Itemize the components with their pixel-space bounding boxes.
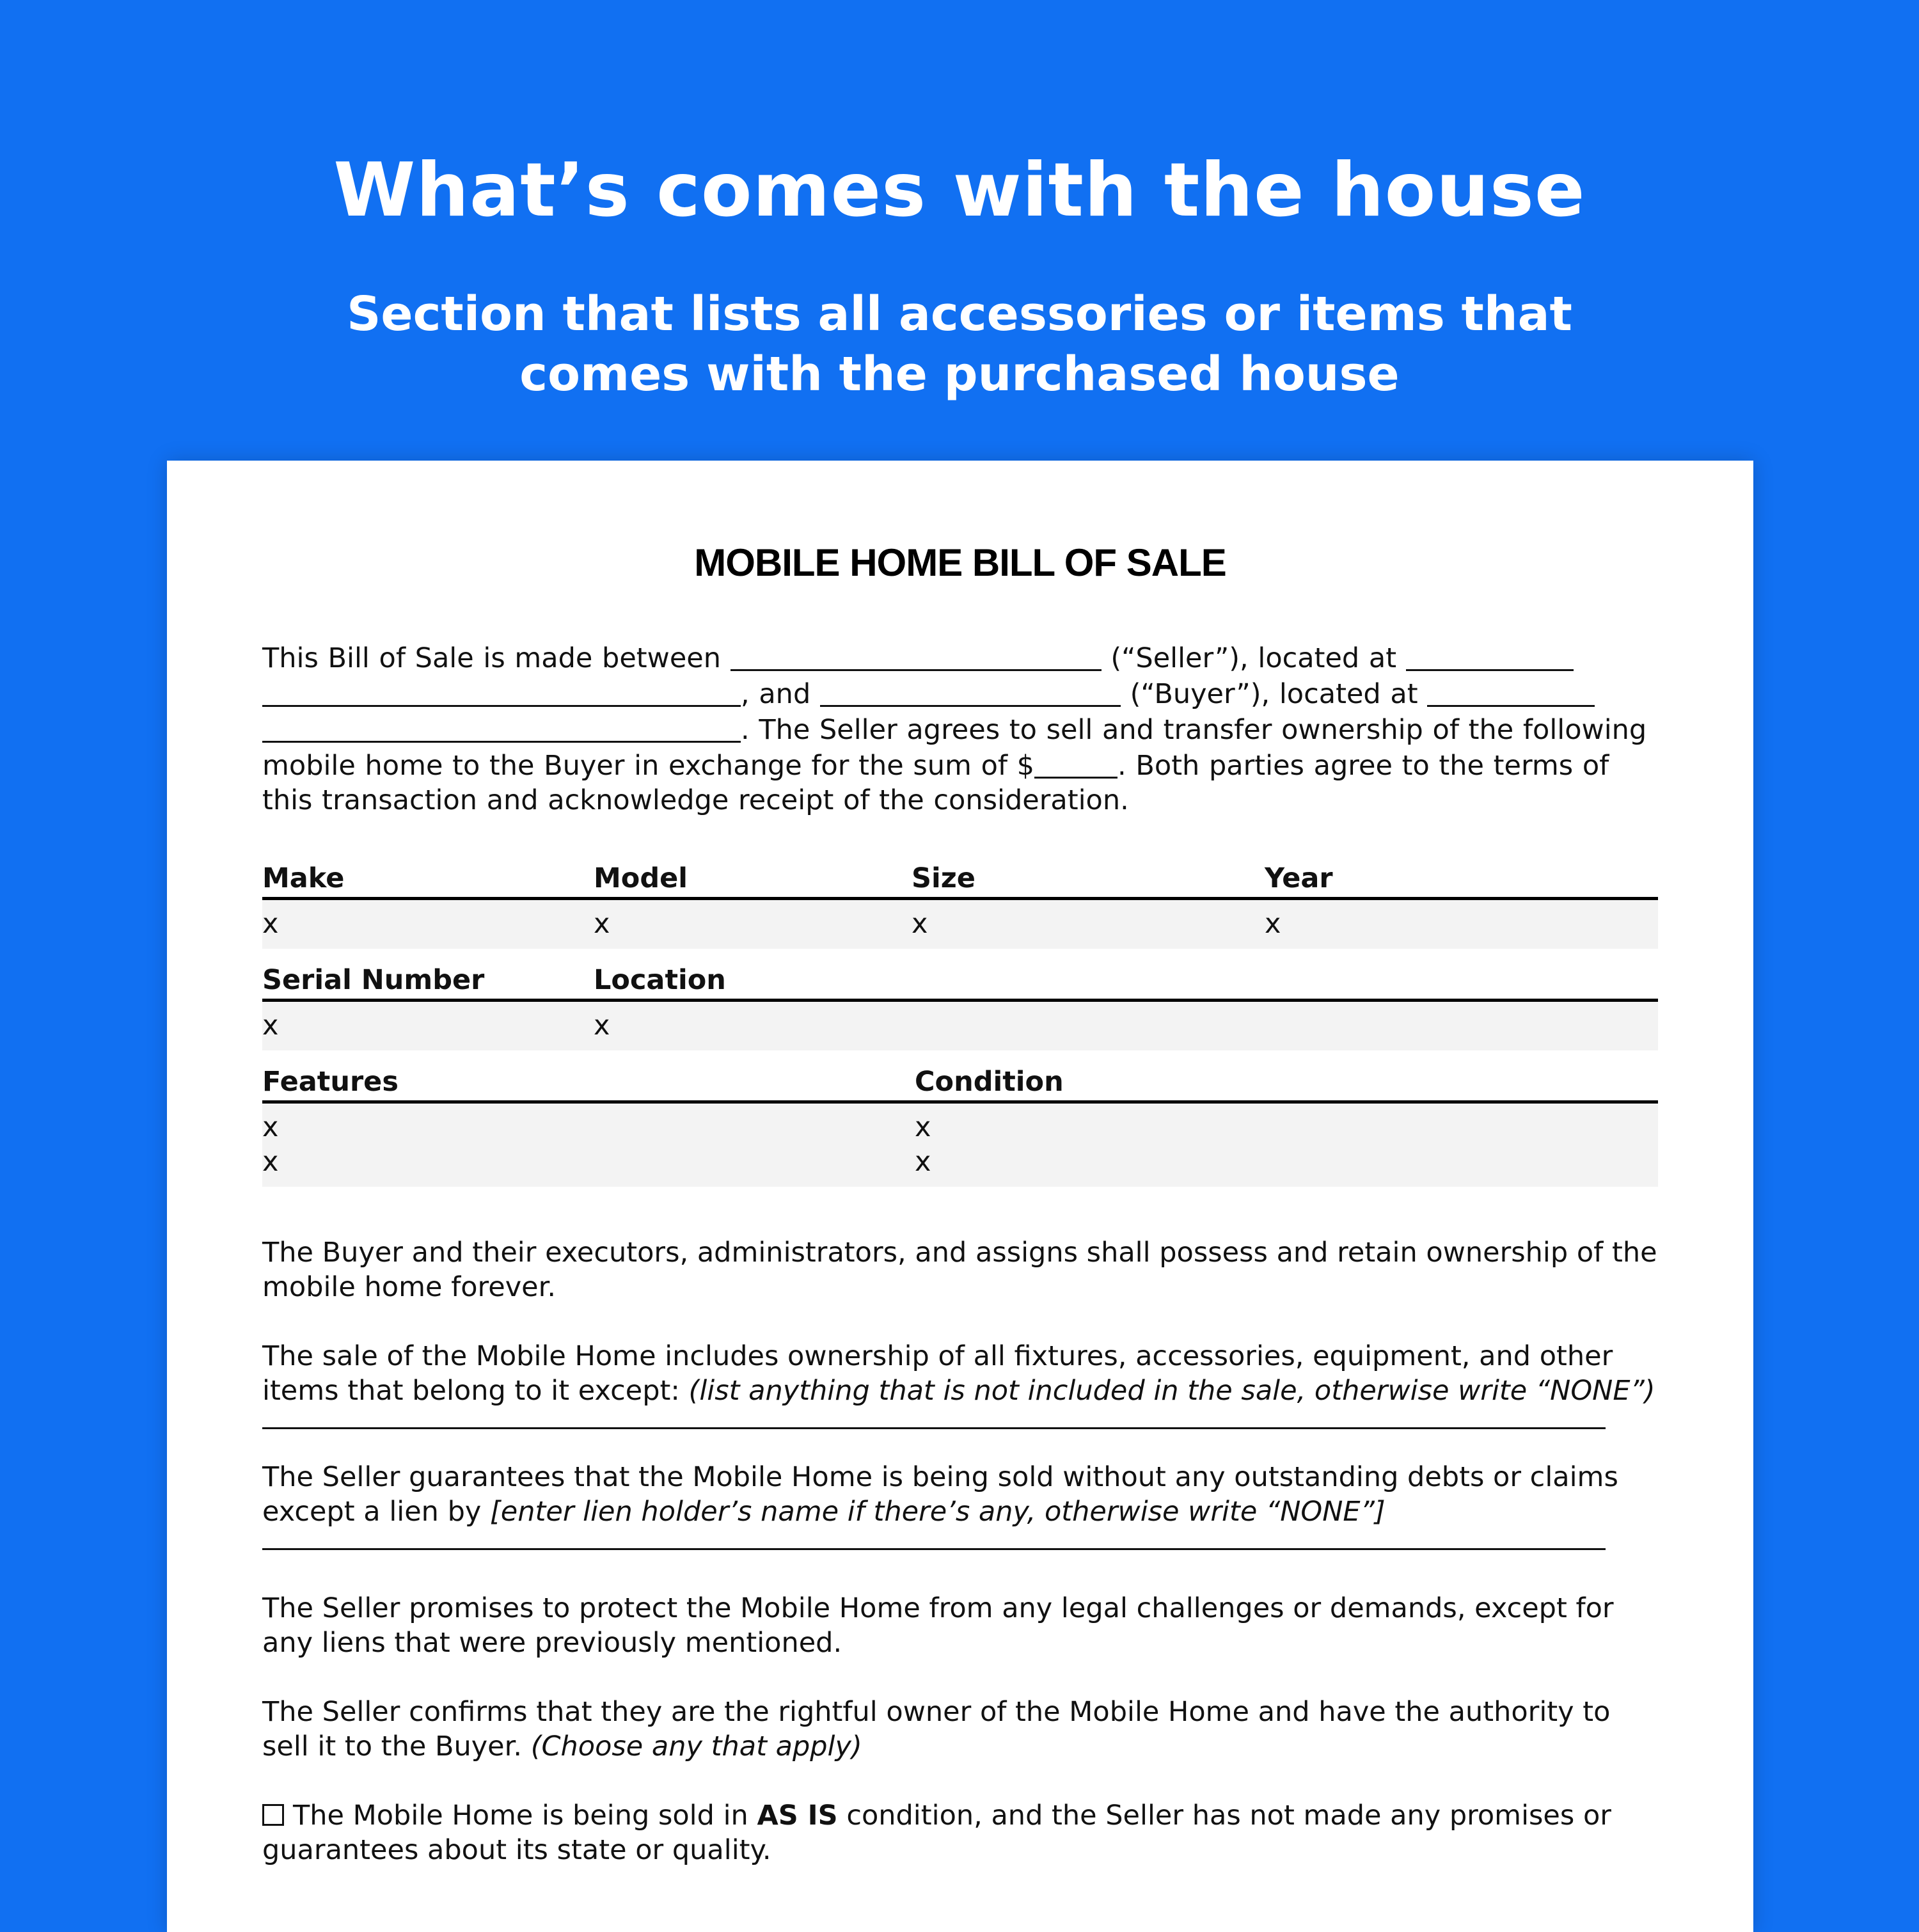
protection-paragraph: The Seller promises to protect the Mobile Home from any legal challenges or demands, except for any liens that were previously mentioned. bbox=[262, 1592, 1614, 1659]
header-location: Location bbox=[594, 964, 726, 996]
intro-paragraph bbox=[262, 640, 1658, 818]
intro-text: , and bbox=[741, 678, 811, 710]
header-features: Features bbox=[262, 1066, 399, 1098]
buyer-address-blank-cont[interactable] bbox=[262, 715, 741, 743]
make-value[interactable]: x bbox=[262, 908, 279, 940]
exclusions-blank-line[interactable] bbox=[262, 1427, 1606, 1429]
table-row bbox=[262, 1002, 1658, 1050]
year-value[interactable]: x bbox=[1265, 908, 1281, 940]
authority-text: The Seller confirms that they are the rightful owner of the Mobile Home and have the authority to sell it to the Buyer. bbox=[262, 1696, 1611, 1762]
home-details-table bbox=[262, 861, 1658, 1187]
buyer-address-blank[interactable] bbox=[1427, 679, 1595, 707]
table-row bbox=[262, 1104, 1658, 1187]
lien-paragraph bbox=[262, 1460, 1658, 1529]
intro-text: This Bill of Sale is made between bbox=[262, 642, 721, 674]
header-condition: Condition bbox=[915, 1066, 1064, 1098]
seller-address-blank[interactable] bbox=[1406, 644, 1574, 671]
as-is-text-cont: condition, and the Seller has not made any promises or guarantees about its state or quality. bbox=[262, 1800, 1611, 1866]
table-header-row bbox=[262, 963, 1658, 1002]
as-is-emphasis: AS IS bbox=[757, 1800, 838, 1832]
serial-number-value[interactable]: x bbox=[262, 1010, 279, 1041]
seller-address-blank-cont[interactable] bbox=[262, 679, 741, 707]
intro-text: (“Buyer”), located at bbox=[1130, 678, 1418, 710]
inclusions-instruction: (list anything that is not included in the sale, otherwise write “NONE”) bbox=[688, 1375, 1655, 1407]
hero-subtitle: Section that lists all accessories or items that comes with the purchased house bbox=[347, 287, 1572, 402]
inclusions-paragraph bbox=[262, 1339, 1658, 1408]
header-year: Year bbox=[1265, 862, 1333, 894]
header-make: Make bbox=[262, 862, 345, 894]
as-is-checkbox[interactable] bbox=[262, 1804, 284, 1826]
lien-instruction: [enter lien holder’s name if there’s any, otherwise write “NONE”] bbox=[490, 1496, 1386, 1528]
header-serial-number: Serial Number bbox=[262, 964, 485, 996]
inclusions-text: The sale of the Mobile Home includes ownership of all fixtures, accessories, equipment, and other items that belong to it except: bbox=[262, 1340, 1613, 1407]
lien-text: The Seller guarantees that the Mobile Home is being sold without any outstanding debts or claims except a lien by bbox=[262, 1461, 1618, 1528]
intro-text: . The Seller agrees to sell and transfer ownership of the following mobile home to the Buyer in exchange for the sum of $ bbox=[262, 714, 1647, 782]
feature-value[interactable]: x bbox=[262, 1111, 279, 1143]
condition-value[interactable]: x bbox=[915, 1111, 931, 1143]
intro-text: . Both parties agree to the terms of this transaction and acknowledge receipt of the consideration. bbox=[262, 750, 1609, 816]
document-body bbox=[262, 640, 1658, 1867]
size-value[interactable]: x bbox=[912, 908, 928, 940]
ownership-authority-paragraph bbox=[262, 1695, 1658, 1764]
intro-text: (“Seller”), located at bbox=[1110, 642, 1397, 674]
seller-name-blank[interactable] bbox=[730, 644, 1102, 671]
location-value[interactable]: x bbox=[594, 1010, 610, 1041]
ownership-paragraph: The Buyer and their executors, administrators, and assigns shall possess and retain ownership of the mobile home forever. bbox=[262, 1237, 1657, 1303]
document-title: MOBILE HOME BILL OF SALE bbox=[694, 541, 1226, 584]
table-header-row bbox=[262, 1065, 1658, 1104]
hero-title: What’s comes with the house bbox=[333, 147, 1586, 234]
as-is-option bbox=[262, 1798, 1658, 1867]
header-size: Size bbox=[912, 862, 975, 894]
lien-blank-line[interactable] bbox=[262, 1548, 1606, 1550]
table-header-row bbox=[262, 861, 1658, 900]
condition-value[interactable]: x bbox=[915, 1146, 931, 1178]
authority-instruction: (Choose any that apply) bbox=[530, 1730, 862, 1762]
header-model: Model bbox=[594, 862, 688, 894]
price-blank[interactable] bbox=[1034, 751, 1117, 779]
feature-value[interactable]: x bbox=[262, 1146, 279, 1178]
table-row bbox=[262, 900, 1658, 949]
buyer-name-blank[interactable] bbox=[820, 679, 1121, 707]
as-is-text: The Mobile Home is being sold in bbox=[293, 1800, 748, 1832]
model-value[interactable]: x bbox=[594, 908, 610, 940]
document-page bbox=[167, 461, 1753, 1932]
